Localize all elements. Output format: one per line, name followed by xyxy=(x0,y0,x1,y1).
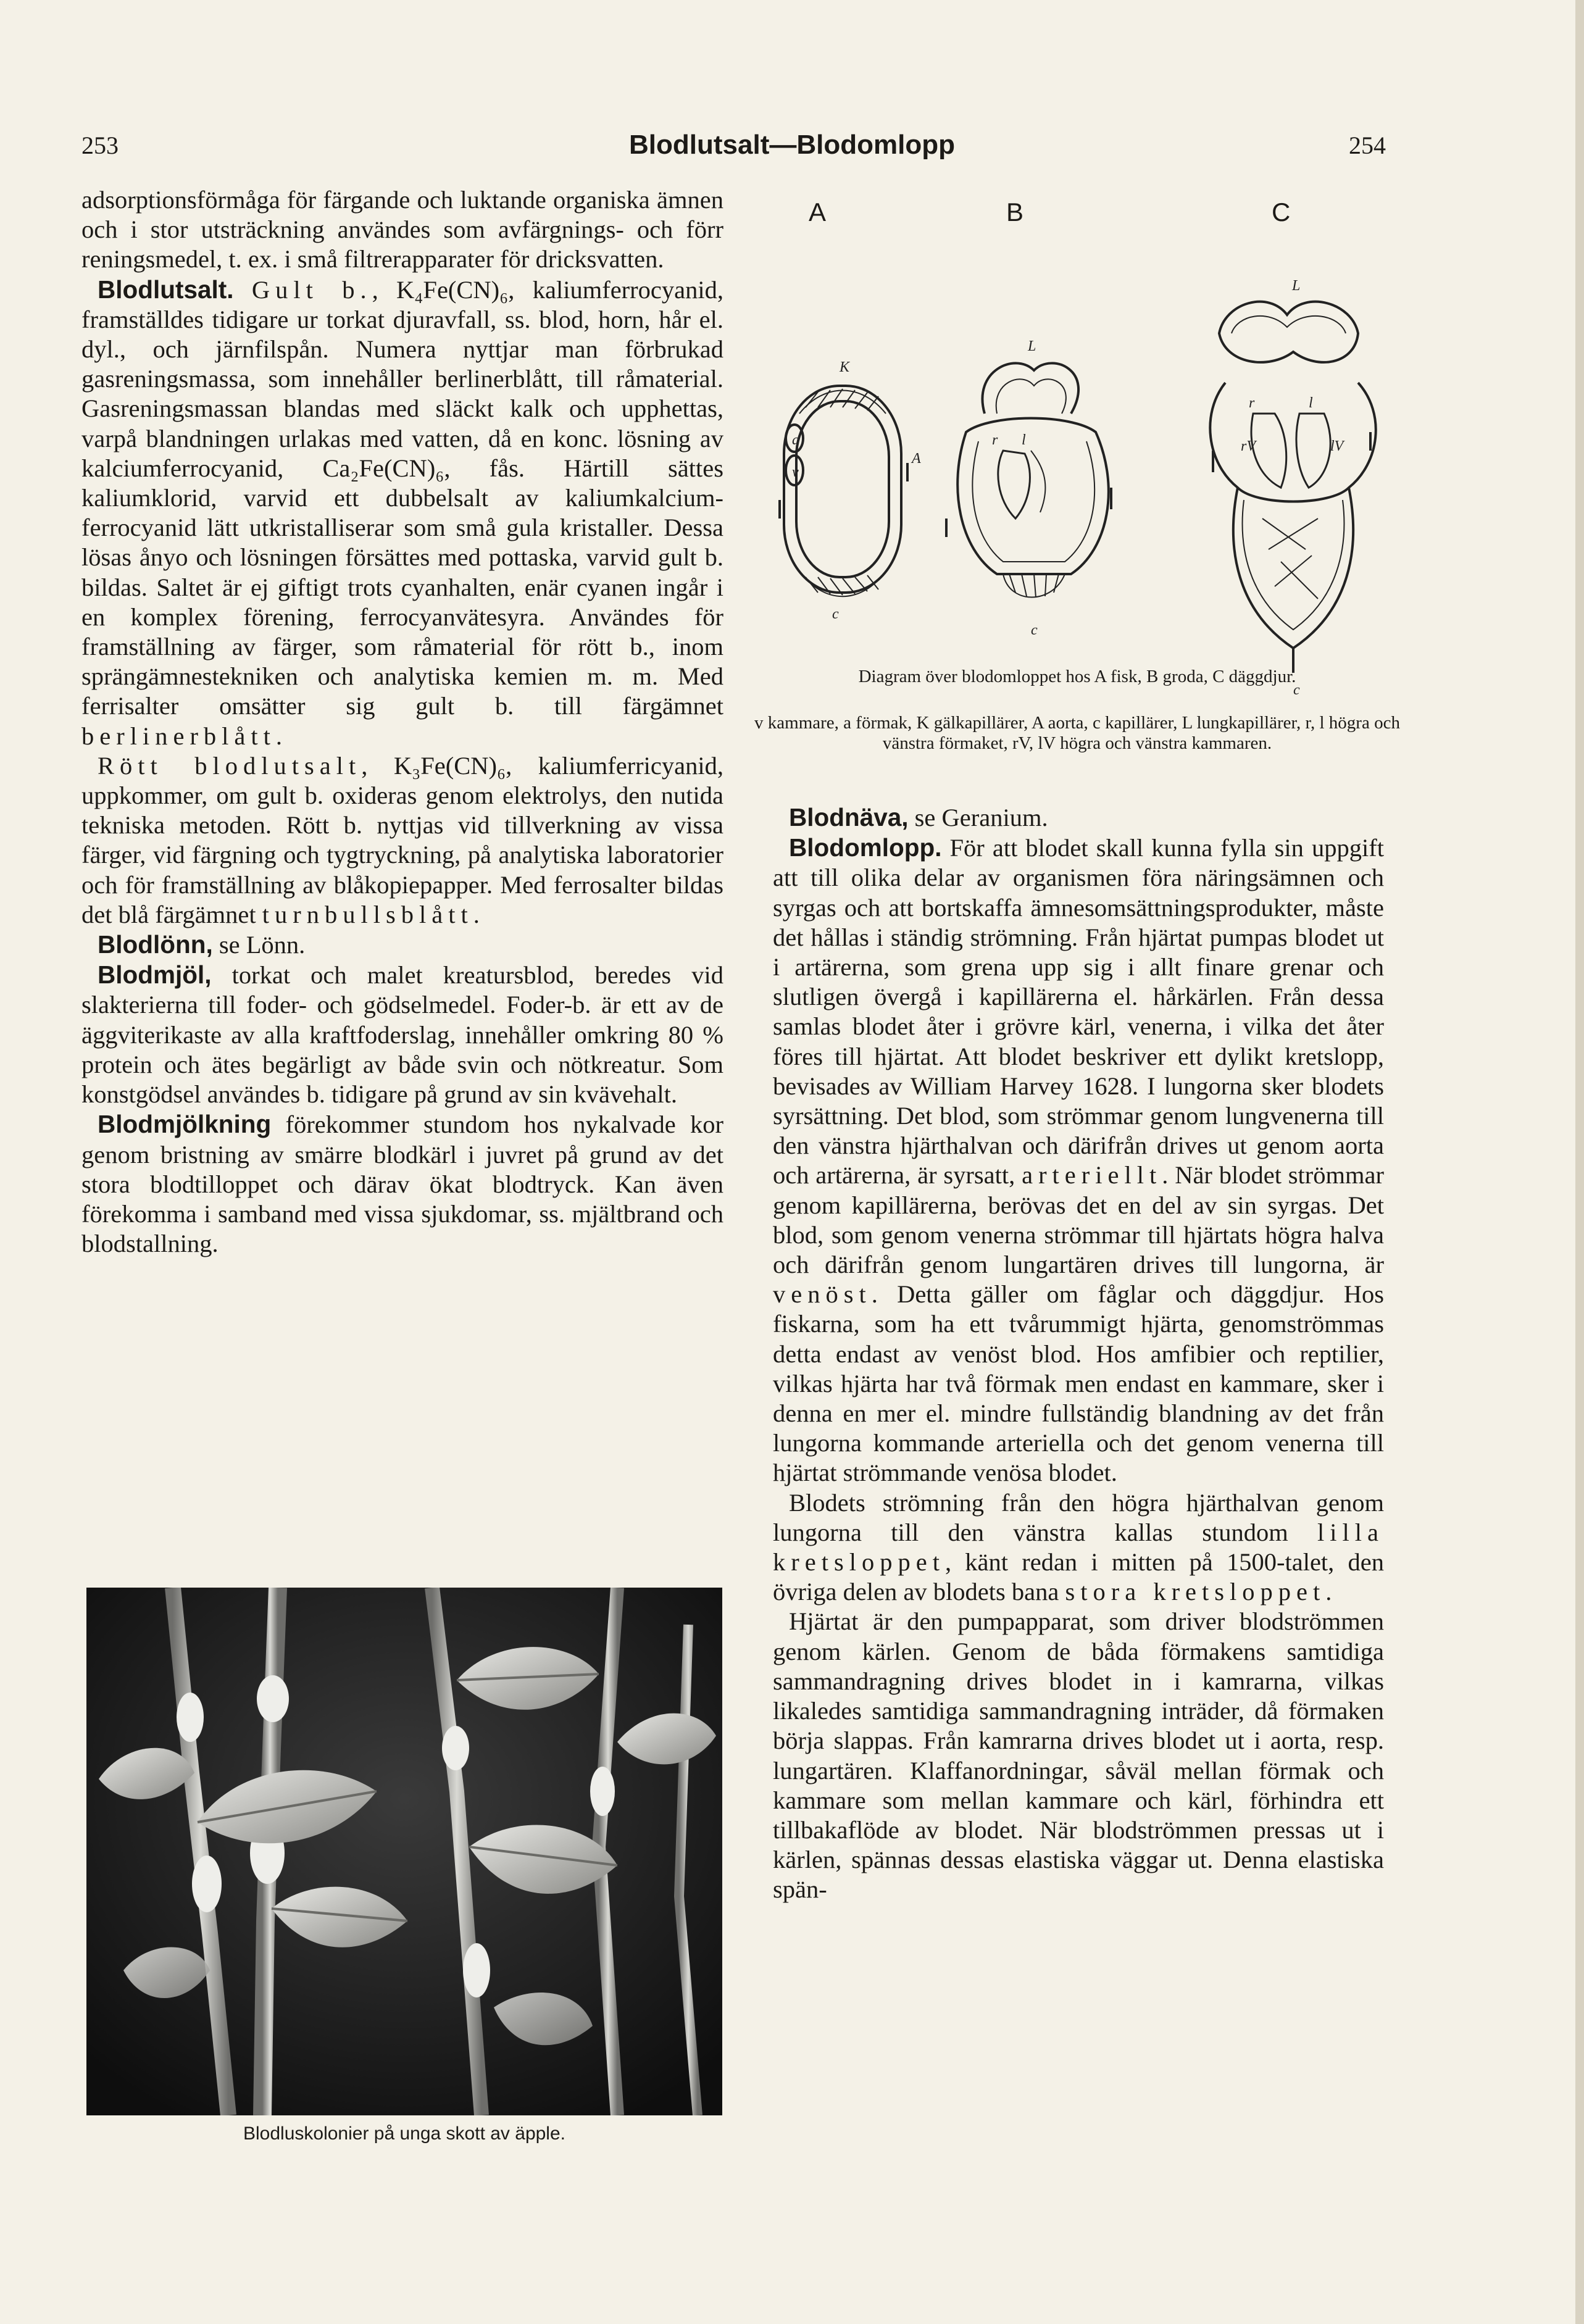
entry-rott-blodlutsalt: Rött blodlutsalt, K₃Fe(CN)₆, kaliumferricyanid, uppkommer, om gult b. oxideras genom elektrolys, den nutida tekniska metoden. Rött b. nyttjas vid tillverkning av vissa färger, vid färgning och tygtryckning, på analytiska laboratorier och för framställning av blåkopiepapper. Med ferrosalter bildas det blå färgämnet turnbullsblått. xyxy=(81,751,723,928)
entry-blodlutsalt: Blodlutsalt. Gult b., K₄Fe(CN)₆, kaliumferrocyanid, framställdes tidigare ur torkat djuravfall, ss. blod, horn, hår el. dyl., och järnfilspån. Numera nyttjar man förbrukad gasreningsmassa, som innehåller berlinerblått, till råmaterial. Gasreningsmassan blandas med släckt kalk och upphettas, varpå blandningen urlakas med vatten, då en konc. lösning av kalciumferrocyanid, Ca₂Fe(CN)₆, fås. Härtill sättes kaliumklorid, varvid ett dubbelsalt av kaliumkalcium-ferrocyanid lätt utkristalliserar som små gula kristaller. Dessa lösas ånyo och lösningen försättes med pottaska, varvid gult b. bildas. Saltet är ej giftigt trots cyanhalten, enär cyanen ingår i en komplex förening, ferrocyanvätesyra. Användes för framställning av färger, som råmaterial för rött b., inom sprängämnestekniken och analytiska kemien m. m. Med ferrisalter omsätter sig gult b. till färgämnet berlinerblått. xyxy=(81,275,723,750)
headword: Blodmjöl, xyxy=(98,960,212,989)
figure-label-a: A xyxy=(809,198,827,227)
entry-blodmjolkning xyxy=(81,1109,723,1259)
mark-l-mammal: l xyxy=(1309,395,1313,411)
entry-text: se Geranium. xyxy=(908,804,1048,831)
headword: Blodmjölkning xyxy=(98,1110,272,1139)
entry-blodomlopp xyxy=(773,833,1384,1488)
heart-diagrams xyxy=(750,228,1404,710)
figure-label-b: B xyxy=(1006,198,1024,227)
entry-blodmjol xyxy=(81,960,723,1109)
figure-caption-title: Diagram över blodomloppet hos A fisk, B groda, C däggdjur. xyxy=(858,667,1296,686)
mark-L-mammal: L xyxy=(1292,278,1301,294)
photo-aphid-colonies xyxy=(86,1588,722,2115)
entry-text: , K₄Fe(CN)₆, kaliumferrocyanid, framställdes tidigare ur torkat djuravfall, ss. blod, horn, hår el. dyl., och järnfilspån. Numera nyttjar man förbrukad gasreningsmassa, som innehåller berlinerblått, till råmaterial. Gasreningsmassan blandas med släckt kalk och upphettas, varpå blandningen urlakas med vatten, då en konc. lösning av kalciumferrocyanid, Ca₂Fe(CN)₆, fås. Härtill sättes kaliumklorid, varvid ett dubbelsalt av kaliumkalcium-ferrocyanid lätt utkristalliserar som små gula kristaller. Dessa lösas ånyo och lösningen försättes med pottaska, varvid gult b. bildas. Saltet är ej giftigt trots cyanhalten, enär cyanen ingår i en komplex förening, ferrocyanvätesyra. Användes för framställning av färger, som råmaterial för rött b., inom sprängämnestekniken och analytiska kemien m. m. Med ferrisalter omsätter sig gult b. till färgämnet xyxy=(81,275,723,720)
spaced-term: Rött blodlutsalt xyxy=(98,751,362,780)
spaced-term: arteriellt xyxy=(1022,1161,1162,1189)
mark-A-fish: A xyxy=(912,451,921,467)
photo-caption: Blodluskolonier på unga skott av äpple. xyxy=(243,2123,565,2144)
spaced-term: venöst xyxy=(773,1280,872,1309)
page-edge-shadow xyxy=(1575,0,1584,2324)
running-header xyxy=(0,131,1584,168)
paragraph-kretslopp xyxy=(773,1488,1384,1607)
mark-lV: lV xyxy=(1330,438,1344,454)
mark-c-fish: c xyxy=(832,606,839,622)
figure-label-c: C xyxy=(1272,198,1291,227)
entry-text: se Lönn. xyxy=(212,931,306,959)
mark-l-frog: l xyxy=(1022,432,1026,448)
left-column xyxy=(81,185,723,1259)
entry-text: , K₃Fe(CN)₆, kaliumferricyanid, uppkommer, om gult b. oxideras genom elektrolys, den nutida tekniska metoden. Rött b. nyttjas vid tillverkning av vissa färger, vid färgning och tygtryckning, på analytiska laboratorier och för framställning av blåkopiepapper. Med ferrosalter bildas det blå färgämnet xyxy=(81,751,723,928)
apple-shoots-illustration xyxy=(86,1588,722,2115)
mark-r-mammal: r xyxy=(1249,395,1255,411)
spaced-term: Gult b. xyxy=(251,275,372,304)
running-title: Blodlutsalt—Blodomlopp xyxy=(629,130,955,160)
entry-text: , känt redan i mitten på 1500-talet, den övriga delen av blodets bana xyxy=(773,1548,1384,1606)
paragraph-hjartat: Hjärtat är den pumpapparat, som driver blodströmmen genom kärlen. Genom de båda förmakens samtidiga sammandragning drives blodet in i kamrarna, vilkas likaledes samtidiga sammandragning inträder, då förmaken börja slappas. Från kamrarna drives blodet ut i aorta, resp. lungartären. Klaffanordningar, såväl mellan förmak och kammare som mellan kammare och kärl, förhindra ett tillbakaflöde av blodet. När blodströmmen pressas ut i kärlen, spännas dessas elastiska väggar ut. Denna elastiska spän- xyxy=(773,1607,1384,1904)
mark-L-frog: L xyxy=(1028,338,1036,354)
page-number-right: 254 xyxy=(1349,131,1386,159)
headword: Blodomlopp. xyxy=(789,833,942,862)
mark-r-frog: r xyxy=(992,432,998,448)
mark-a: a xyxy=(792,432,799,448)
headword: Blodnäva, xyxy=(789,803,909,831)
headword: Blodlutsalt. xyxy=(98,275,234,304)
entry-text: torkat och malet kreatursblod, beredes vid slakterierna till foder- och gödselmedel. Foder-b. är ett av de äggviterikaste av alla kraftfoderslag, innehåller omkring 80 % protein och ätes begärligt av både svin och nötkreatur. Som konstgödsel användes b. tidigare på grund av sin kvävehalt. xyxy=(81,961,723,1109)
entry-text: . xyxy=(1325,1578,1332,1606)
spaced-term: lilla kretsloppet xyxy=(773,1518,1385,1576)
entry-blodlonn xyxy=(81,930,723,960)
right-column xyxy=(773,802,1384,1905)
mark-K: K xyxy=(840,359,850,375)
mark-c-frog: c xyxy=(1031,622,1038,638)
page-number-left: 253 xyxy=(81,131,119,159)
figure-caption-legend: v kammare, a förmak, K gälkapillärer, A aorta, c kapillärer, L lungkapillärer, r, l högra och vänstra förmaket, rV, lV högra och vänstra kammaren. xyxy=(754,713,1400,753)
entry-text: förekommer stundom hos nykalvade kor genom bristning av smärre blodkärl i juvret på grund av det stora blodtilloppet och därav ökat blodtryck. Kan även förekomma i samband med vissa sjukdomar, ss. mjältbrand och blodstallning. xyxy=(81,1110,723,1258)
mark-v: v xyxy=(792,464,799,480)
spaced-term: turnbullsblått xyxy=(262,900,473,928)
entry-text: För att blodet skall kunna fylla sin uppgift att till olika delar av organismen föra näringsämnen och syrgas och att bortskaffa ämnesomsättningsprodukter, måste det hållas i ständig strömning. Från hjärtat pumpas blodet ut i artärerna, som grena upp sig i allt finare grenar och slutligen övergå i kapillärerna el. hårkärlen. Från dessa samlas blodet åter i grövre kärl, venerna, i vilka det åter föres till hjärtat. Att blodet beskriver ett dylikt kretslopp, bevisades av William Harvey 1628. I lungorna sker blodets syrsättning. Det blod, som strömmar genom lungvenerna till den vänstra hjärthalvan och därifrån drives ut genom aorta och artärerna, är syrsatt, xyxy=(773,834,1384,1189)
mark-rV: rV xyxy=(1241,438,1256,454)
diagram-fish xyxy=(780,386,907,596)
mark-c-mammal: c xyxy=(1293,682,1300,698)
paragraph-adsorption: adsorptionsförmåga för färgande och luktande organiska ämnen och i stor utsträckning användes som avfärgnings- och förr reningsmedel, t. ex. i små filtrerapparater för dricksvatten. xyxy=(81,186,723,273)
entry-text: Blodets strömning från den högra hjärthalvan genom lungorna till den vänstra kallas stundom xyxy=(773,1488,1384,1546)
entry-text: . När blodet strömmar genom kapillärerna, berövas det en del av sin syrgas. Det blod, som genom venerna strömmar till hjärtats högra halva och därifrån genom lungartären drives till lungorna, är xyxy=(773,1161,1385,1279)
entry-blodnava xyxy=(773,802,1384,833)
spaced-term: stora kretsloppet xyxy=(1065,1578,1326,1606)
diagram-mammal xyxy=(1210,302,1375,673)
diagram-frog xyxy=(946,363,1111,598)
entry-text: . Detta gäller om fåglar och däggdjur. Hos fiskarna, som ha ett tvårummigt hjärta, genomströmmas detta endast av venöst blod. Hos amfibier och reptilier, vilkas hjärta har två förmak men endast en kammare, sker i denna en mer el. mindre fullständig blandning av det från lungorna kommande arteriella och det genom venerna till hjärtat strömmande venösa blodet. xyxy=(773,1280,1384,1487)
headword: Blodlönn, xyxy=(98,930,213,959)
spaced-term: berlinerblått xyxy=(81,722,276,750)
